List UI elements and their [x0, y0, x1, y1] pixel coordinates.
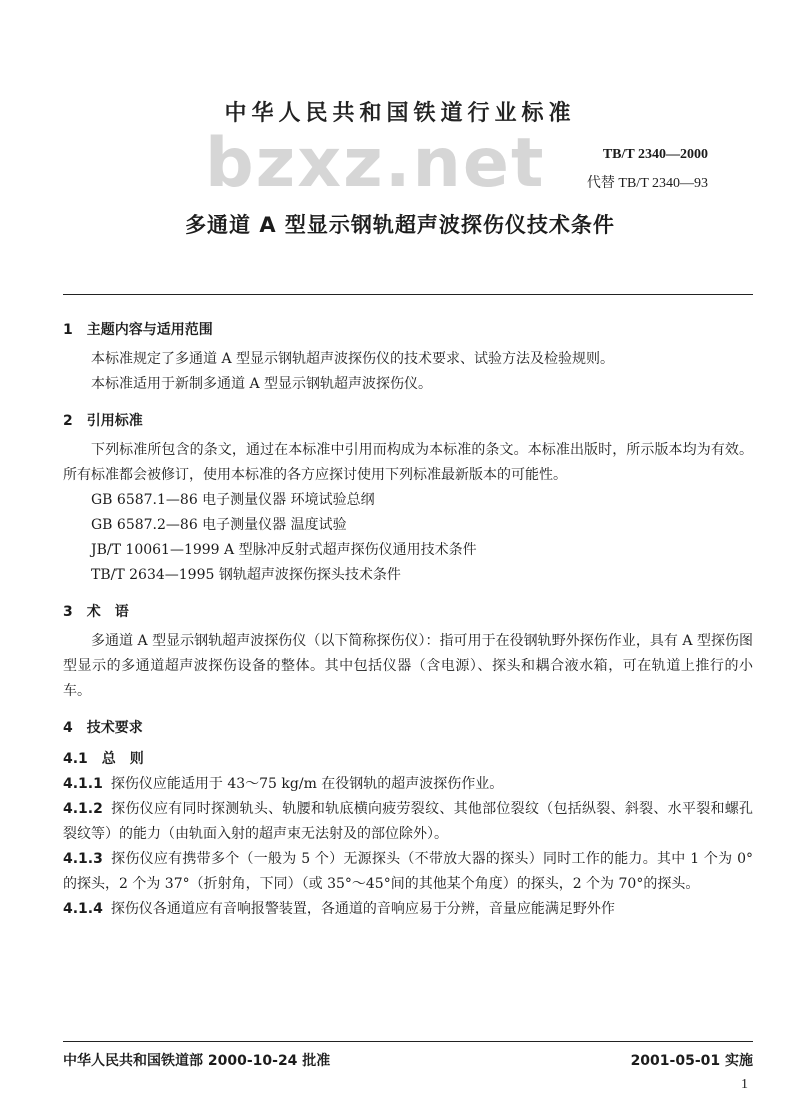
page-number: 1	[741, 1077, 748, 1092]
reference-item: GB 6587.1—86 电子测量仪器 环境试验总纲	[91, 492, 375, 508]
section-1-paragraph-1: 本标准规定了多通道 A 型显示钢轨超声波探伤仪的技术要求、试验方法及检验规则。	[91, 351, 615, 367]
reference-item: GB 6587.2—86 电子测量仪器 温度试验	[91, 517, 347, 533]
clause-text: 探伤仪应有携带多个（一般为 5 个）无源探头（不带放大器的探头）同时工作的能力。其中 1 个为 0°的探头，2 个为 37°（折射角，下同）（或 35°～45°间的其他某个角度）的探头，2 个为 70°的探头。	[63, 851, 753, 892]
section-3-heading: 3 术 语	[63, 604, 129, 620]
clause-4-1-2	[63, 797, 753, 847]
clause-4-1-3	[63, 847, 753, 897]
replaces-standard: 代替 TB/T 2340—93	[586, 176, 708, 191]
clause-number: 4.1.1	[63, 776, 103, 792]
section-3-paragraph-1: 多通道 A 型显示钢轨超声波探伤仪（以下简称探伤仪）：指可用于在役钢轨野外探伤作业，具有 A 型探伤图型显示的多通道超声波探伤设备的整体。其中包括仪器（含电源）、探头和耦合液水箱，可在轨道上推行的小车。	[63, 633, 753, 699]
standard-category-title: 中华人民共和国铁道行业标准	[224, 101, 576, 126]
watermark-text: bzxz.net	[205, 124, 546, 203]
section-2-paragraph-1: 下列标准所包含的条文，通过在本标准中引用而构成为本标准的条文。本标准出版时，所示版本均为有效。所有标准都会被修订，使用本标准的各方应探讨使用下列标准最新版本的可能性。	[63, 442, 753, 483]
clause-text: 探伤仪各通道应有音响报警装置，各通道的音响应易于分辨，音量应能满足野外作	[110, 901, 615, 917]
clause-4-1-1	[63, 772, 753, 797]
reference-item: JB/T 10061—1999 A 型脉冲反射式超声探伤仪通用技术条件	[91, 542, 477, 558]
footer-divider	[63, 1041, 753, 1042]
approval-line: 中华人民共和国铁道部 2000-10-24 批准	[63, 1053, 331, 1069]
section-4-heading: 4 技术要求	[63, 720, 143, 736]
clause-number: 4.1.3	[63, 851, 103, 867]
section-2-heading: 2 引用标准	[63, 413, 143, 429]
reference-item: TB/T 2634—1995 钢轨超声波探伤探头技术条件	[91, 567, 401, 583]
document-body	[63, 318, 753, 922]
clause-number: 4.1.4	[63, 901, 103, 917]
document-title: 多通道 A 型显示钢轨超声波探伤仪技术条件	[185, 213, 615, 237]
section-1-heading: 1 主题内容与适用范围	[63, 322, 213, 338]
clause-text: 探伤仪应有同时探测轨头、轨腰和轨底横向疲劳裂纹、其他部位裂纹（包括纵裂、斜裂、水平裂和螺孔裂纹等）的能力（由轨面入射的超声束无法射及的部位除外）。	[63, 801, 753, 842]
section-1-paragraph-2: 本标准适用于新制多通道 A 型显示钢轨超声波探伤仪。	[91, 376, 433, 392]
clause-text: 探伤仪应能适用于 43～75 kg/m 在役钢轨的超声波探伤作业。	[110, 776, 504, 792]
implementation-date: 2001-05-01 实施	[630, 1053, 753, 1069]
clause-number: 4.1.2	[63, 801, 103, 817]
subsection-4-1-heading: 4.1 总 则	[63, 751, 144, 767]
clause-4-1-4	[63, 897, 753, 922]
header-divider	[63, 294, 753, 295]
standard-code: TB/T 2340—2000	[602, 147, 708, 162]
